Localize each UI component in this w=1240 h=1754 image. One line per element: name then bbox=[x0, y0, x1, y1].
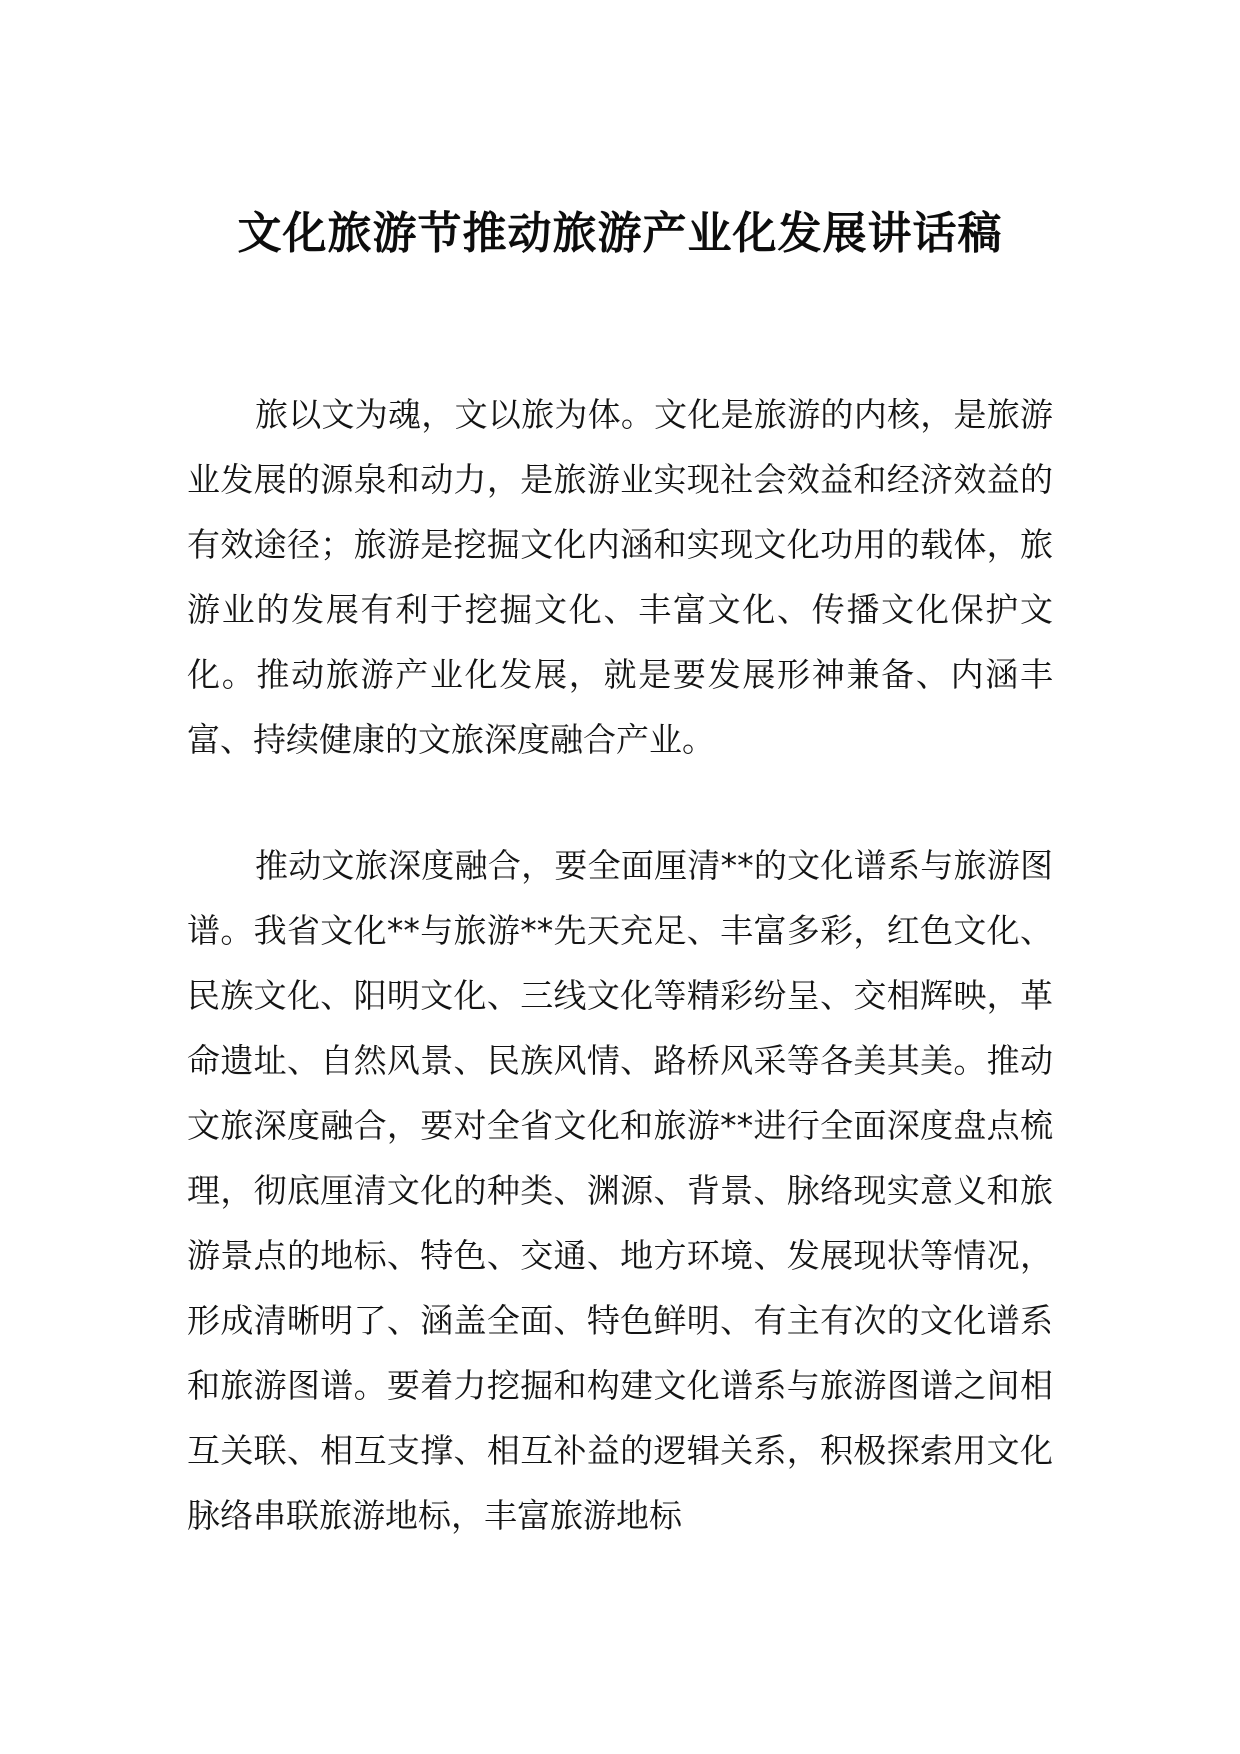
paragraph-1: 旅以文为魂，文以旅为体。文化是旅游的内核，是旅游业发展的源泉和动力，是旅游业实现社会效益和经济效益的有效途径；旅游是挖掘文化内涵和实现文化功用的载体，旅游业的发展有利于挖掘文化、丰富文化、传播文化保护文化。推动旅游产业化发展，就是要发展形神兼备、内涵丰富、持续健康的文旅深度融合产业。 bbox=[187, 395, 1053, 759]
paragraph-2: 推动文旅深度融合，要全面厘清**的文化谱系与旅游图谱。我省文化**与旅游**先天充足、丰富多彩，红色文化、民族文化、阳明文化、三线文化等精彩纷呈、交相辉映，革命遗址、自然风景、民族风情、路桥风采等各美其美。推动文旅深度融合，要对全省文化和旅游**进行全面深度盘点梳理，彻底厘清文化的种类、渊源、背景、脉络现实意义和旅游景点的地标、特色、交通、地方环境、发展现状等情况，形成清晰明了、涵盖全面、特色鲜明、有主有次的文化谱系和旅游图谱。要着力挖掘和构建文化谱系与旅游图谱之间相互关联、相互支撑、相互补益的逻辑关系，积极探索用文化脉络串联旅游地标，丰富旅游地标 bbox=[187, 846, 1053, 1535]
document-title: 文化旅游节推动旅游产业化发展讲话稿 bbox=[237, 208, 1003, 259]
